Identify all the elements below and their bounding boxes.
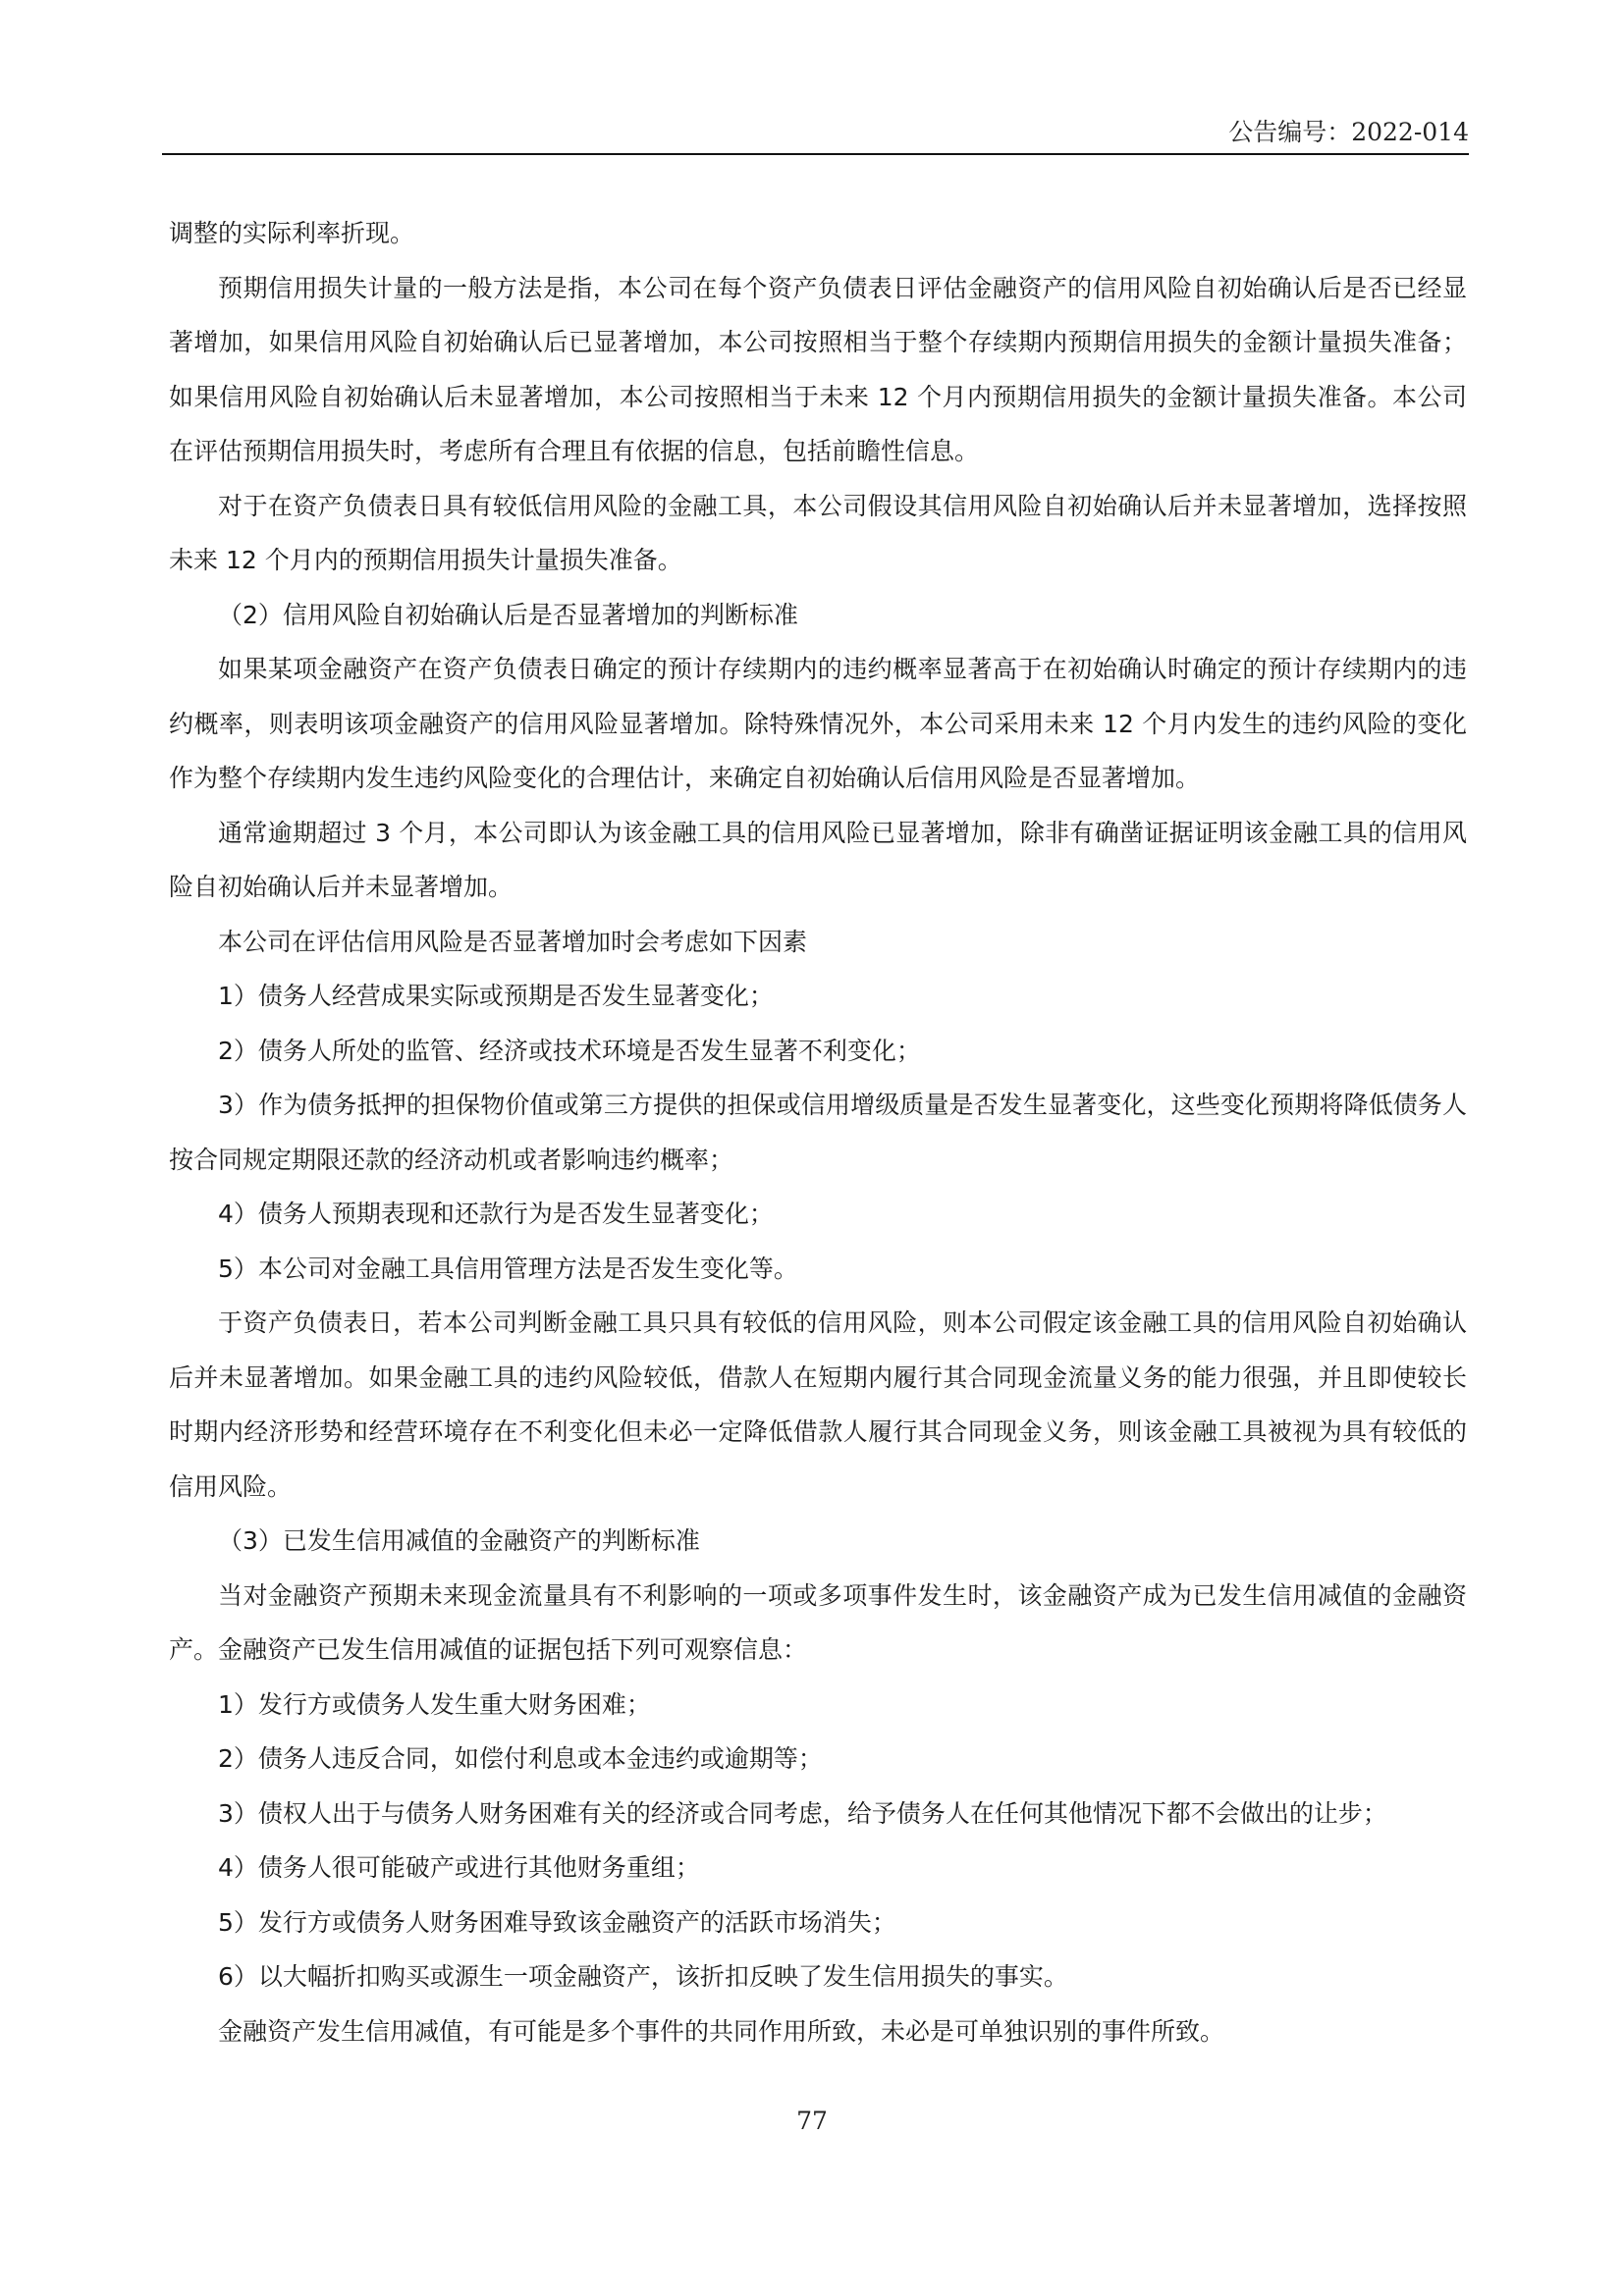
list-item: 3）债权人出于与债务人财务困难有关的经济或合同考虑，给予债务人在任何其他情况下都不会做出的让步； [218, 1798, 1387, 1828]
list-item: 5）发行方或债务人财务困难导致该金融资产的活跃市场消失； [218, 1907, 896, 1937]
paragraph: 预期信用损失计量的一般方法是指，本公司在每个资产负债表日评估金融资产的信用风险自初始确认后是否已经显著增加，如果信用风险自初始确认后已显著增加，本公司按照相当于整个存续期内预期信用损失的金额计量损失准备；如果信用风险自初始确认后未显著增加，本公司按照相当于未来 12 个月内预期信用损失的金额计量损失准备。本公司在评估预期信用损失时，考虑所有合理且有依据的信息，包括前瞻性信息。 [169, 273, 1467, 465]
paragraph: 通常逾期超过 3 个月，本公司即认为该金融工具的信用风险已显著增加，除非有确凿证据证明该金融工具的信用风险自初始确认后并未显著增加。 [169, 818, 1467, 901]
list-item: 5）本公司对金融工具信用管理方法是否发生变化等。 [218, 1254, 798, 1283]
section-heading: （2）信用风险自初始确认后是否显著增加的判断标准 [218, 600, 798, 629]
list-item: 2）债务人所处的监管、经济或技术环境是否发生显著不利变化； [218, 1036, 921, 1065]
list-item: 1）债务人经营成果实际或预期是否发生显著变化； [218, 982, 774, 1010]
document-body [169, 206, 1467, 2058]
list-item: 2）债务人违反合同，如偿付利息或本金违约或逾期等； [218, 1744, 823, 1773]
list-item: 4）债务人预期表现和还款行为是否发生显著变化； [218, 1200, 774, 1228]
paragraph: 本公司在评估信用风险是否显著增加时会考虑如下因素 [218, 927, 808, 956]
paragraph-continuation: 调整的实际利率折现。 [169, 219, 415, 247]
paragraph: 于资产负债表日，若本公司判断金融工具只具有较低的信用风险，则本公司假定该金融工具的信用风险自初始确认后并未显著增加。如果金融工具的违约风险较低，借款人在短期内履行其合同现金流量义务的能力很强，并且即使较长时期内经济形势和经营环境存在不利变化但未必一定降低借款人履行其合同现金义务，则该金融工具被视为具有较低的信用风险。 [169, 1308, 1467, 1501]
paragraph: 金融资产发生信用减值，有可能是多个事件的共同作用所致，未必是可单独识别的事件所致。 [218, 2016, 1225, 2046]
page-number: 77 [796, 2107, 828, 2135]
announcement-number: 公告编号：2022-014 [1228, 118, 1469, 146]
paragraph: 对于在资产负债表日具有较低信用风险的金融工具，本公司假设其信用风险自初始确认后并未显著增加，选择按照未来 12 个月内的预期信用损失计量损失准备。 [169, 491, 1467, 574]
header-divider [162, 153, 1469, 155]
list-item: 4）债务人很可能破产或进行其他财务重组； [218, 1853, 700, 1882]
list-item: 1）发行方或债务人发生重大财务困难； [218, 1689, 651, 1719]
paragraph: 如果某项金融资产在资产负债表日确定的预计存续期内的违约概率显著高于在初始确认时确定的预计存续期内的违约概率，则表明该项金融资产的信用风险显著增加。除特殊情况外，本公司采用未来 12 个月内发生的违约风险的变化作为整个存续期内发生违约风险变化的合理估计，来确定自初始确认后信用风险是否显著增加。 [169, 655, 1467, 792]
section-heading: （3）已发生信用减值的金融资产的判断标准 [218, 1526, 700, 1555]
list-item: 3）作为债务抵押的担保物价值或第三方提供的担保或信用增级质量是否发生显著变化，这些变化预期将降低债务人按合同规定期限还款的经济动机或者影响违约概率； [169, 1091, 1467, 1174]
paragraph: 当对金融资产预期未来现金流量具有不利影响的一项或多项事件发生时，该金融资产成为已发生信用减值的金融资产。金融资产已发生信用减值的证据包括下列可观察信息： [169, 1580, 1467, 1664]
list-item: 6）以大幅折扣购买或源生一项金融资产，该折扣反映了发生信用损失的事实。 [218, 1962, 1068, 1991]
